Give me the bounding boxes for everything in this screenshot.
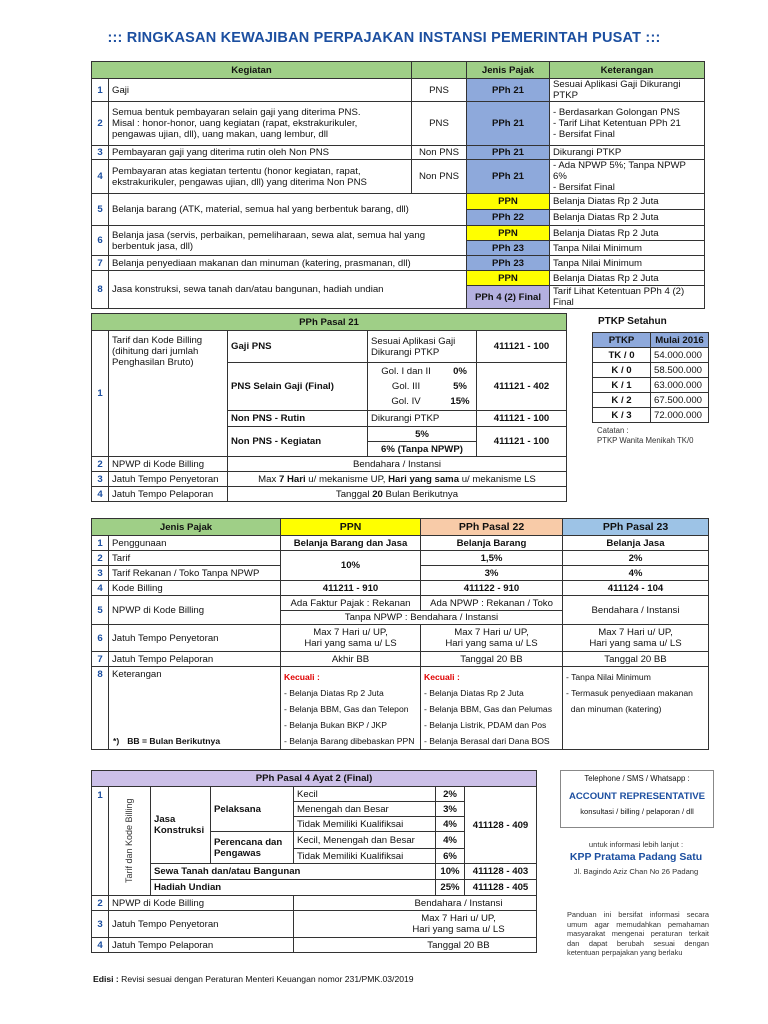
- pelaksana-menengah: Menengah dan Besar: [294, 802, 436, 817]
- rate-npwp: 5%: [368, 427, 477, 442]
- row-value: Max 7 Hari u/ UP, Hari yang sama u/ LS: [294, 911, 537, 938]
- contact-box: [560, 770, 714, 828]
- value-pph22: Belanja Barang: [421, 536, 563, 551]
- billing-code: 411121 - 100: [477, 411, 567, 427]
- keterangan-text: Sesuai Aplikasi Gaji Dikurangi PTKP: [550, 79, 705, 102]
- header-pph23: PPh Pasal 23: [563, 519, 709, 536]
- rate: 25%: [436, 880, 465, 896]
- row-label: Jatuh Tempo Pelaporan: [109, 487, 228, 502]
- value-pph22: 411122 - 910: [421, 581, 563, 596]
- rate: 2%: [436, 787, 465, 802]
- rate-tanpa-npwp: 6% (Tanpa NPWP): [368, 442, 477, 457]
- header-kegiatan: Kegiatan: [92, 62, 412, 79]
- value-pph22: 3%: [421, 566, 563, 581]
- table-row: [92, 226, 705, 241]
- tax-type: PPh 21: [467, 160, 550, 194]
- status-text: Non PNS: [412, 160, 467, 194]
- tarif-label: Tarif dan Kode Billing (dihitung dari jumlah Penghasilan Bruto): [109, 331, 228, 457]
- table-row: [92, 79, 705, 102]
- row-number: 2: [92, 457, 109, 472]
- tax-type: PPh 22: [467, 210, 550, 226]
- row-number: 2: [92, 551, 109, 566]
- ptkp-header: PTKP: [593, 333, 651, 348]
- value-pph23: Tanggal 20 BB: [563, 652, 709, 667]
- table-row: K / 1 63.000.000: [593, 378, 709, 393]
- row-number: 1: [92, 79, 109, 102]
- keterangan-text: Belanja Diatas Rp 2 Juta: [550, 194, 705, 210]
- perencana-kecil: Kecil, Menengah dan Besar: [294, 832, 436, 849]
- kegiatan-text: Pembayaran atas kegiatan tertentu (honor kegiatan, rapat, ekstrakurikuler, pengawas ujian, dll) yang diterima Non PNS: [109, 160, 412, 194]
- row-number: 3: [92, 566, 109, 581]
- header-jenis-pajak: Jenis Pajak: [467, 62, 550, 79]
- perencana-label: Perencana dan Pengawas: [211, 832, 294, 864]
- row-label: NPWP di Kode Billing: [109, 457, 228, 472]
- tax-type: PPh 21: [467, 146, 550, 160]
- header-blank: [412, 62, 467, 79]
- row-number: 4: [92, 581, 109, 596]
- contact-services: konsultasi / billing / pelaporan / dll: [580, 807, 694, 816]
- value-pph23: Max 7 Hari u/ UP, Hari yang sama u/ LS: [563, 625, 709, 652]
- tax-type: PPN: [467, 226, 550, 241]
- table-row: TK / 0 54.000.000: [593, 348, 709, 363]
- tax-type: PPh 4 (2) Final: [467, 286, 550, 309]
- category-desc: Dikurangi PTKP: [368, 411, 477, 427]
- kegiatan-text: Gaji: [109, 79, 412, 102]
- tax-type: PPN: [467, 271, 550, 286]
- value-ppn-pph22: Tanpa NPWP : Bendahara / Instansi: [281, 611, 563, 625]
- keterangan-text: Belanja Diatas Rp 2 Juta: [550, 226, 705, 241]
- status-text: Non PNS: [412, 146, 467, 160]
- row-number: 4: [92, 487, 109, 502]
- category-name: Non PNS - Kegiatan: [228, 427, 368, 457]
- table-row: K / 0 58.500.000: [593, 363, 709, 378]
- header-keterangan: Keterangan: [550, 62, 705, 79]
- tax-type: PPN: [467, 194, 550, 210]
- ppn-pph-table: [91, 518, 709, 750]
- billing-code: 411121 - 100: [477, 331, 567, 363]
- pph4-table: [91, 770, 537, 953]
- value-pph22: Ada NPWP : Rekanan / Toko: [421, 596, 563, 611]
- row-number: 5: [92, 194, 109, 226]
- tax-type: PPh 21: [467, 102, 550, 146]
- pph23-notes: - Tanpa Nilai Minimum - Termasuk penyediaan makanan dan minuman (katering): [563, 667, 709, 750]
- table-row: [92, 160, 705, 194]
- gol-rates: Gol. I dan II 0% Gol. III 5% Gol. IV 15%: [368, 363, 477, 411]
- row-number: 4: [92, 938, 109, 953]
- vertical-label: Tarif dan Kode Billing: [109, 787, 151, 896]
- billing-code: 411121 - 402: [477, 363, 567, 411]
- header-jenis-pajak: Jenis Pajak: [92, 519, 281, 536]
- office-name: KPP Pratama Padang Satu: [569, 851, 703, 863]
- table-row: [92, 194, 705, 210]
- value-pph22: Tanggal 20 BB: [421, 652, 563, 667]
- row-number: 8: [92, 667, 109, 750]
- billing-code: 411121 - 100: [477, 427, 567, 457]
- rate: 3%: [436, 802, 465, 817]
- rate: 4%: [436, 832, 465, 849]
- value-ppn: 411211 - 910: [281, 581, 421, 596]
- table-row: [92, 102, 705, 146]
- value-pph23: Bendahara / Instansi: [563, 596, 709, 625]
- header-ppn: PPN: [281, 519, 421, 536]
- row-number: 1: [92, 331, 109, 457]
- table-row: [92, 146, 705, 160]
- value-pph23: 411124 - 104: [563, 581, 709, 596]
- status-text: PNS: [412, 79, 467, 102]
- billing-code: 411128 - 405: [465, 880, 537, 896]
- tax-type: PPh 21: [467, 79, 550, 102]
- row-number: 4: [92, 160, 109, 194]
- tax-type: PPh 23: [467, 256, 550, 271]
- row-number: 3: [92, 472, 109, 487]
- row-number: 2: [92, 102, 109, 146]
- keterangan-text: Dikurangi PTKP: [550, 146, 705, 160]
- keterangan-text: Tanpa Nilai Minimum: [550, 241, 705, 256]
- category-desc: Sesuai Aplikasi Gaji Dikurangi PTKP: [368, 331, 477, 363]
- row-label: NPWP di Kode Billing: [109, 896, 294, 911]
- value-pph23: 4%: [563, 566, 709, 581]
- table-row: [92, 256, 705, 271]
- billing-code: 411128 - 409: [465, 787, 537, 864]
- pph4-header: PPh Pasal 4 Ayat 2 (Final): [92, 771, 537, 787]
- row-number: 3: [92, 911, 109, 938]
- kegiatan-text: Belanja barang (ATK, material, semua hal yang berbentuk barang, dll): [109, 194, 467, 226]
- value-ppn: Akhir BB: [281, 652, 421, 667]
- row-number: 5: [92, 596, 109, 625]
- row-number: 8: [92, 271, 109, 309]
- keterangan-text: Belanja Diatas Rp 2 Juta: [550, 210, 705, 226]
- row-label: Jatuh Tempo Pelaporan: [109, 938, 294, 953]
- table-row: [92, 271, 705, 286]
- row-value: Bendahara / Instansi: [294, 896, 537, 911]
- info-label: untuk informasi lebih lanjut :: [588, 840, 684, 849]
- kegiatan-text: Semua bentuk pembayaran selain gaji yang diterima PNS. Misal : honor-honor, uang kegiatan (rapat, ekstrakurikuler, pengawas ujian, dll), uang makan, uang lembur, dll: [109, 102, 412, 146]
- value-ppn: Belanja Barang dan Jasa: [281, 536, 421, 551]
- category-name: Non PNS - Rutin: [228, 411, 368, 427]
- rate: 10%: [436, 864, 465, 880]
- kegiatan-text: Belanja jasa (servis, perbaikan, pemeliharaan, sewa alat, semua hal yang berbentuk jasa, dll): [109, 226, 467, 256]
- row-number: 3: [92, 146, 109, 160]
- row-label: Jatuh Tempo Pelaporan: [109, 652, 281, 667]
- keterangan-text: - Berdasarkan Golongan PNS - Tarif Lihat Ketentuan PPh 21 - Bersifat Final: [550, 102, 705, 146]
- table-row: K / 3 72.000.000: [593, 408, 709, 423]
- pph22-notes: Kecuali : - Belanja Diatas Rp 2 Juta - Belanja BBM, Gas dan Pelumas - Belanja Listrik, PDAM dan Pos - Belanja Berasal dari Dana BOS: [421, 667, 563, 750]
- pelaksana-kecil: Kecil: [294, 787, 436, 802]
- ptkp-note: Catatan : PTKP Wanita Menikah TK/0: [597, 426, 694, 445]
- row-label: NPWP di Kode Billing: [109, 596, 281, 625]
- value-ppn: 10%: [281, 551, 421, 581]
- keterangan-text: Belanja Diatas Rp 2 Juta: [550, 271, 705, 286]
- category-name: Gaji PNS: [228, 331, 368, 363]
- value-pph23: 2%: [563, 551, 709, 566]
- row-number: 6: [92, 625, 109, 652]
- pelaksana-tidak-kualifikasi: Tidak Memiliki Kualifiksai: [294, 817, 436, 832]
- sewa-label: Sewa Tanah dan/atau Bangunan: [151, 864, 436, 880]
- keterangan-text: - Ada NPWP 5%; Tanpa NPWP 6% - Bersifat Final: [550, 160, 705, 194]
- kegiatan-text: Pembayaran gaji yang diterima rutin oleh Non PNS: [109, 146, 412, 160]
- ptkp-title: PTKP Setahun: [598, 316, 667, 327]
- value-pph22: Max 7 Hari u/ UP, Hari yang sama u/ LS: [421, 625, 563, 652]
- rate: 6%: [436, 849, 465, 864]
- hadiah-label: Hadiah Undian: [151, 880, 436, 896]
- value-pph23: Belanja Jasa: [563, 536, 709, 551]
- row-number: 7: [92, 652, 109, 667]
- status-text: PNS: [412, 102, 467, 146]
- value-pph22: 1,5%: [421, 551, 563, 566]
- contact-phone-label: Telephone / SMS / Whatsapp :: [584, 774, 690, 783]
- kegiatan-text: Belanja penyediaan makanan dan minuman (katering, prasmanan, dll): [109, 256, 467, 271]
- row-number: 6: [92, 226, 109, 256]
- kegiatan-text: Jasa konstruksi, sewa tanah dan/atau bangunan, hadiah undian: [109, 271, 467, 309]
- page-title: ::: RINGKASAN KEWAJIBAN PERPAJAKAN INSTANSI PEMERINTAH PUSAT :::: [107, 30, 661, 46]
- row-value: Max 7 Hari u/ mekanisme UP, Hari yang sama u/ mekanisme LS: [228, 472, 567, 487]
- header-pph22: PPh Pasal 22: [421, 519, 563, 536]
- keterangan-text: Tarif Lihat Ketentuan PPh 4 (2) Final: [550, 286, 705, 309]
- table-row: K / 2 67.500.000: [593, 393, 709, 408]
- pph21-table: [91, 313, 567, 502]
- row-label: Kode Billing: [109, 581, 281, 596]
- edisi-note: Edisi : Revisi sesuai dengan Peraturan Menteri Keuangan nomor 231/PMK.03/2019: [93, 974, 414, 984]
- ptkp-header: Mulai 2016: [651, 333, 709, 348]
- office-address: Jl. Bagindo Aziz Chan No 26 Padang: [573, 867, 699, 876]
- pelaksana-label: Pelaksana: [211, 787, 294, 832]
- value-ppn: Max 7 Hari u/ UP, Hari yang sama u/ LS: [281, 625, 421, 652]
- row-value: Tanggal 20 Bulan Berikutnya: [228, 487, 567, 502]
- billing-code: 411128 - 403: [465, 864, 537, 880]
- ppn-notes: Kecuali : - Belanja Diatas Rp 2 Juta - Belanja BBM, Gas dan Telepon - Belanja Bukan BKP / JKP - Belanja Barang dibebaskan PPN: [281, 667, 421, 750]
- row-label: Keterangan *) BB = Bulan Berikutnya: [109, 667, 281, 750]
- perencana-tidak-kualifikasi: Tidak Memiliki Kualifiksai: [294, 849, 436, 864]
- row-value: Tanggal 20 BB: [294, 938, 537, 953]
- account-representative: ACCOUNT REPRESENTATIVE: [568, 791, 706, 802]
- row-value: Bendahara / Instansi: [228, 457, 567, 472]
- row-number: 1: [92, 536, 109, 551]
- row-label: Jatuh Tempo Penyetoran: [109, 472, 228, 487]
- ptkp-table: [592, 332, 709, 423]
- row-label: Tarif: [109, 551, 281, 566]
- rate: 4%: [436, 817, 465, 832]
- value-ppn: Ada Faktur Pajak : Rekanan: [281, 596, 421, 611]
- tax-type: PPh 23: [467, 241, 550, 256]
- row-number: 2: [92, 896, 109, 911]
- keterangan-text: Tanpa Nilai Minimum: [550, 256, 705, 271]
- kegiatan-table: [91, 61, 705, 309]
- pph21-header: PPh Pasal 21: [92, 314, 567, 331]
- row-label: Penggunaan: [109, 536, 281, 551]
- row-label: Tarif Rekanan / Toko Tanpa NPWP: [109, 566, 281, 581]
- jasa-konstruksi-label: Jasa Konstruksi: [151, 787, 211, 864]
- disclaimer: Panduan ini bersifat informasi secara umum agar memudahkan pemahaman masyarakat mengenai peraturan terkait dan dapat berubah sesuai dengan ketentuan perpajakan yang berlaku: [567, 910, 709, 958]
- row-number: 7: [92, 256, 109, 271]
- category-name: PNS Selain Gaji (Final): [228, 363, 368, 411]
- bb-note: *) BB = Bulan Berikutnya: [113, 736, 221, 746]
- row-label: Jatuh Tempo Penyetoran: [109, 625, 281, 652]
- row-label: Jatuh Tempo Penyetoran: [109, 911, 294, 938]
- row-number: 1: [92, 787, 109, 896]
